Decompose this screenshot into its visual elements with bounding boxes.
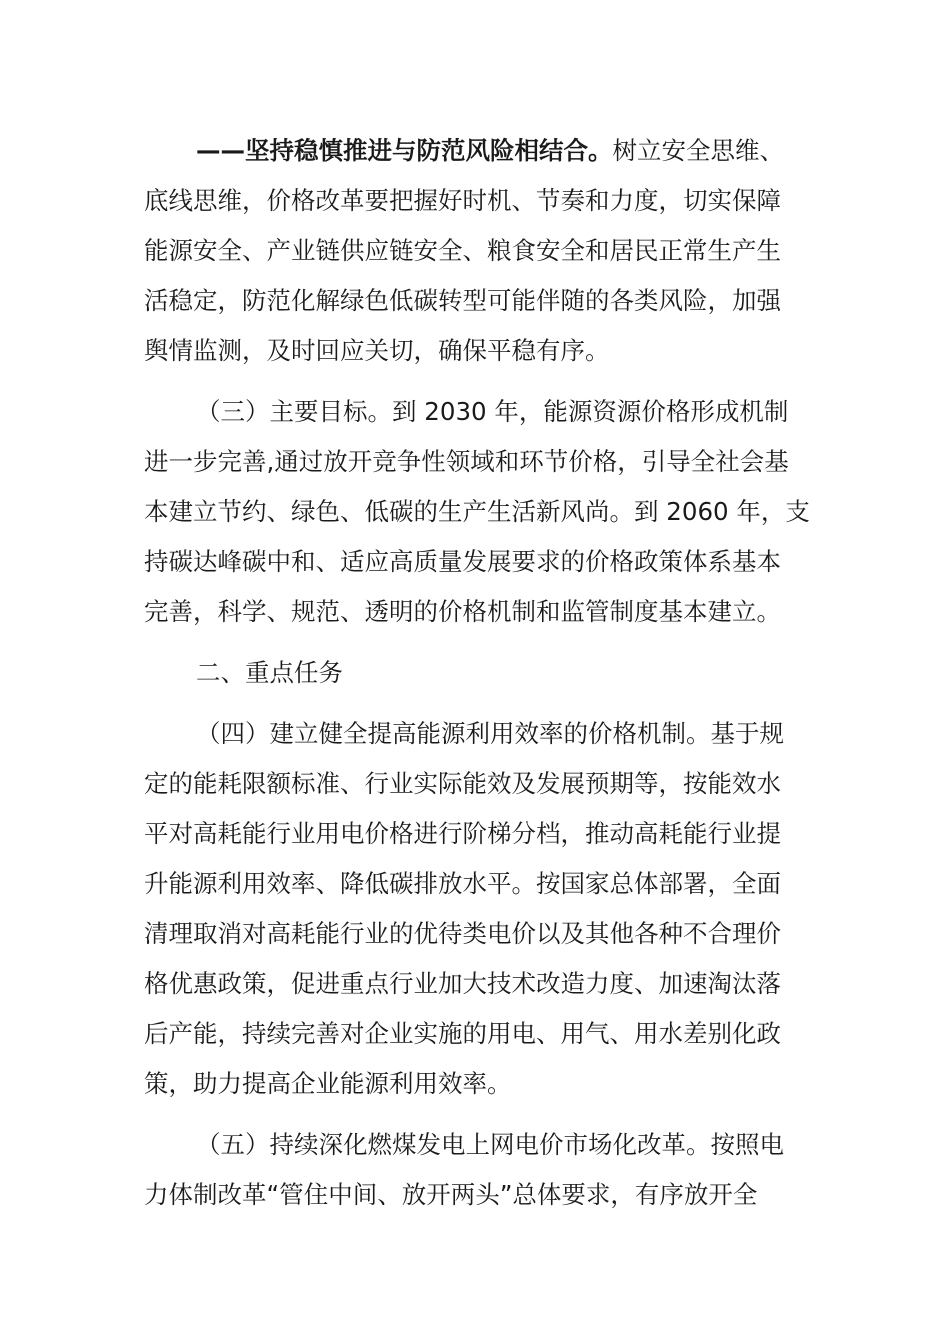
paragraph-line: 舆情监测，及时回应关切，确保平稳有序。 (144, 336, 610, 365)
paragraph-line: 升能源利用效率、降低碳排放水平。按国家总体部署，全面 (144, 869, 781, 898)
paragraph-line: ——坚持稳慎推进与防范风险相结合。树立安全思维、 (196, 136, 784, 165)
paragraph-line: 本建立节约、绿色、低碳的生产生活新风尚。到 2060 年，支 (144, 497, 810, 526)
paragraph-line: 活稳定，防范化解绿色低碳转型可能伴随的各类风险，加强 (144, 286, 781, 315)
paragraph-main-goals (144, 387, 808, 637)
paragraph-line: 定的能耗限额标准、行业实际能效及发展预期等，按能效水 (144, 769, 781, 798)
paragraph-line: 完善，科学、规范、透明的价格机制和监管制度基本建立。 (144, 597, 781, 626)
paragraph-line: 后产能，持续完善对企业实施的用电、用气、用水差别化政 (144, 1019, 781, 1048)
paragraph-line: 清理取消对高耗能行业的优待类电价以及其他各种不合理价 (144, 919, 781, 948)
paragraph-principle-risk (144, 126, 808, 376)
paragraph-line: 底线思维，价格改革要把握好时机、节奏和力度，切实保障 (144, 186, 781, 215)
paragraph-line: 策，助力提高企业能源利用效率。 (144, 1069, 512, 1098)
paragraph-line: 力体制改革“管住中间、放开两头”总体要求，有序放开全 (144, 1180, 758, 1209)
paragraph-coal-power-pricing (144, 1120, 808, 1220)
paragraph-line: 持碳达峰碳中和、适应高质量发展要求的价格政策体系基本 (144, 547, 781, 576)
paragraph-line: （四）建立健全提高能源利用效率的价格机制。基于规 (196, 719, 784, 748)
document-body (144, 126, 808, 1220)
paragraph-line: 格优惠政策，促进重点行业加大技术改造力度、加速淘汰落 (144, 969, 781, 998)
paragraph-line: 进一步完善,通过放开竞争性领域和环节价格，引导全社会基 (144, 447, 789, 476)
paragraph-line: 能源安全、产业链供应链安全、粮食安全和居民正常生产生 (144, 236, 781, 265)
paragraph-line: （三）主要目标。到 2030 年，能源资源价格形成机制 (196, 397, 789, 426)
section-heading: 二、重点任务 (196, 658, 343, 687)
section-heading-key-tasks (144, 648, 808, 698)
paragraph-line: 平对高耗能行业用电价格进行阶梯分档，推动高耗能行业提 (144, 819, 781, 848)
paragraph-line: （五）持续深化燃煤发电上网电价市场化改革。按照电 (196, 1130, 784, 1159)
paragraph-energy-efficiency (144, 709, 808, 1109)
bold-lead-text: ——坚持稳慎推进与防范风险相结合。 (196, 136, 613, 165)
